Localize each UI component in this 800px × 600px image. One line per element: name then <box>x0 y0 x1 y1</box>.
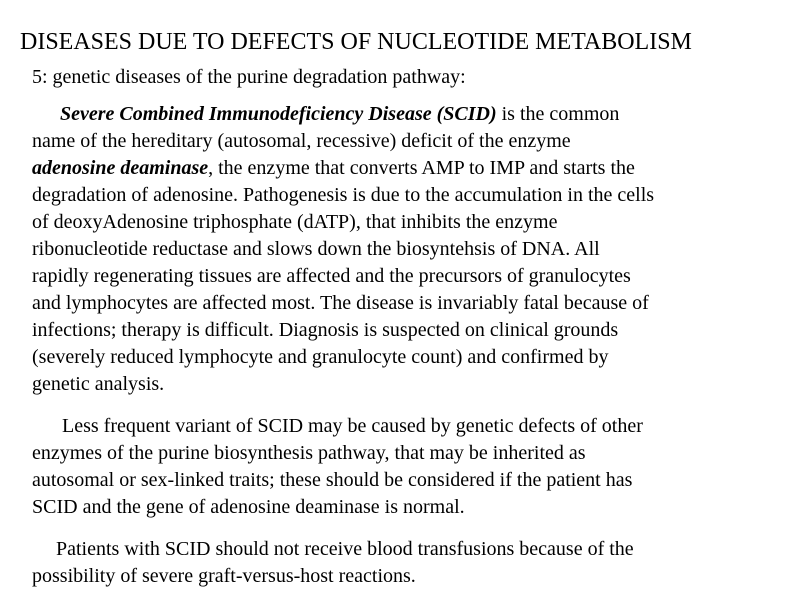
text-line: Less frequent variant of SCID may be caused by genetic defects of other <box>62 415 643 437</box>
text-line: enzymes of the purine biosynthesis pathway, that may be inherited as <box>32 442 586 464</box>
text-line: degradation of adenosine. Pathogenesis is due to the accumulation in the cells <box>32 184 655 206</box>
enzyme-name: adenosine deaminase <box>32 157 209 179</box>
text-line: SCID and the gene of adenosine deaminase is normal. <box>32 496 465 518</box>
paragraph-transfusion-warning <box>32 536 792 590</box>
text-line: ribonucleotide reductase and slows down the biosyntehsis of DNA. All <box>32 238 600 260</box>
text-line: Patients with SCID should not receive blood transfusions because of the <box>56 538 634 560</box>
text-line: infections; therapy is difficult. Diagnosis is suspected on clinical grounds <box>32 319 619 341</box>
text-segment: is the common <box>496 103 620 125</box>
text-line <box>32 101 792 128</box>
text-line <box>32 155 792 182</box>
text-segment: , the enzyme that converts AMP to IMP and starts the <box>208 157 635 179</box>
section-subtitle: 5: genetic diseases of the purine degradation pathway: <box>32 66 466 88</box>
paragraph-scid-variants <box>32 413 792 521</box>
page-title: DISEASES DUE TO DEFECTS OF NUCLEOTIDE METABOLISM <box>20 29 692 55</box>
text-line: possibility of severe graft-versus-host reactions. <box>32 565 416 587</box>
text-line: name of the hereditary (autosomal, recessive) deficit of the enzyme <box>32 130 571 152</box>
text-line: autosomal or sex-linked traits; these should be considered if the patient has <box>32 469 633 491</box>
text-line: genetic analysis. <box>32 373 165 395</box>
disease-name: Severe Combined Immunodeficiency Disease (SCID) <box>60 103 497 125</box>
text-line: rapidly regenerating tissues are affected and the precursors of granulocytes <box>32 265 631 287</box>
text-line: and lymphocytes are affected most. The disease is invariably fatal because of <box>32 292 649 314</box>
paragraph-scid-description <box>32 101 792 398</box>
text-line: of deoxyAdenosine triphosphate (dATP), that inhibits the enzyme <box>32 211 558 233</box>
text-line: (severely reduced lymphocyte and granulocyte count) and confirmed by <box>32 346 609 368</box>
